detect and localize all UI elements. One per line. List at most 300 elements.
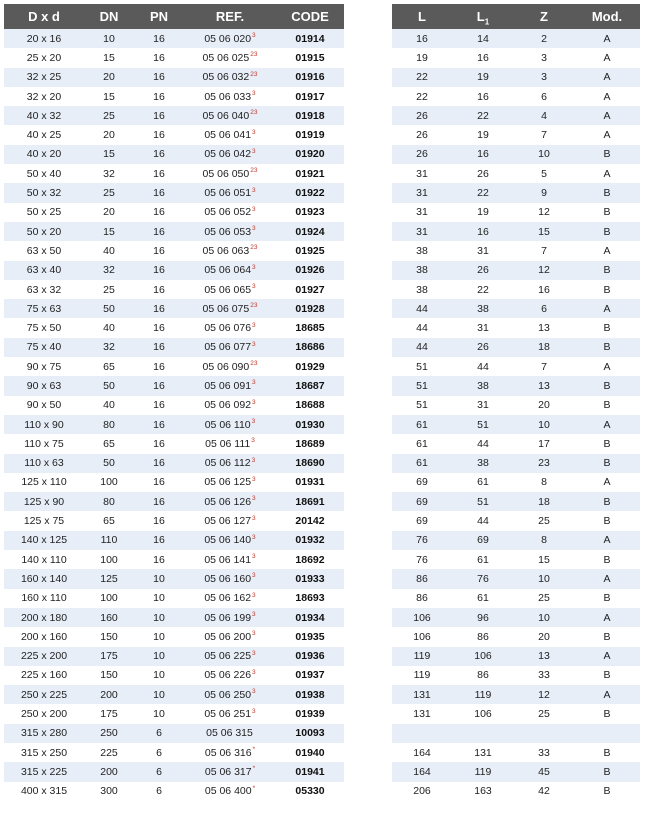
cell-l1: 106 [452, 647, 514, 666]
cell-mod: A [574, 531, 640, 550]
cell-dxd: 110 x 90 [4, 415, 84, 434]
cell-l: 16 [392, 29, 452, 48]
header-l1-sub: 1 [484, 17, 490, 27]
cell-pn: 10 [134, 647, 184, 666]
cell-mod: A [603, 244, 611, 257]
cell-l1: 22 [452, 183, 514, 202]
cell-l1: 31 [477, 244, 489, 257]
ref-note: 23 [250, 302, 258, 310]
cell-mod: B [574, 222, 640, 241]
cell-ref [184, 608, 276, 627]
ref-note: 3 [252, 495, 256, 503]
cell-pn: 16 [153, 476, 165, 489]
table-row [392, 357, 640, 376]
cell-ref [184, 415, 276, 434]
header-l1 [452, 4, 514, 29]
cell-dxd: 63 x 50 [26, 244, 62, 257]
cell-z: 10 [514, 415, 574, 434]
ref-value: 05 06 315 [206, 727, 253, 740]
cell-pn: 6 [134, 724, 184, 743]
cell-dn: 40 [103, 244, 115, 257]
cell-z: 18 [514, 492, 574, 511]
cell-ref [184, 222, 276, 241]
cell-l1: 44 [477, 360, 489, 373]
ref-note: * [252, 746, 256, 754]
cell-dn: 20 [84, 68, 134, 87]
table-row [4, 685, 344, 704]
cell-code: 01937 [295, 669, 325, 682]
cell-dn: 15 [84, 145, 134, 164]
cell-mod: A [603, 90, 611, 103]
cell-code: 05330 [295, 785, 325, 798]
ref-note: * [252, 765, 256, 773]
table-row [392, 125, 640, 144]
cell-l: 51 [416, 399, 428, 412]
ref-note: 3 [252, 128, 256, 136]
cell-l1: 61 [477, 592, 489, 605]
cell-l1: 38 [452, 454, 514, 473]
cell-z: 25 [538, 708, 550, 721]
cell-l: 44 [392, 299, 452, 318]
cell-z: 10 [514, 608, 574, 627]
cell-dn: 160 [84, 608, 134, 627]
cell-pn: 16 [153, 206, 165, 219]
cell-code: 01932 [276, 531, 344, 550]
cell-ref [184, 318, 276, 337]
cell-z: 13 [514, 647, 574, 666]
cell-l1: 19 [477, 206, 489, 219]
cell-dxd: 90 x 75 [26, 360, 62, 373]
cell-dn: 15 [103, 90, 115, 103]
cell-dxd: 75 x 50 [26, 322, 62, 335]
cell-l1: 16 [452, 222, 514, 241]
cell-z: 17 [538, 437, 550, 450]
table-row [4, 318, 344, 337]
cell-dn: 40 [103, 322, 115, 335]
cell-l: 26 [392, 145, 452, 164]
cell-z: 13 [538, 322, 550, 335]
header-l1-base: L [476, 9, 485, 24]
table-row [392, 29, 640, 48]
cell-l: 22 [416, 90, 428, 103]
cell-ref [184, 29, 276, 48]
cell-l1: 51 [452, 492, 514, 511]
table-row [4, 241, 344, 260]
cell-l: 19 [416, 51, 428, 64]
cell-l1: 44 [477, 515, 489, 528]
table-row [4, 299, 344, 318]
cell-l: 164 [413, 746, 431, 759]
cell-dxd: 50 x 32 [4, 183, 84, 202]
cell-z: 9 [514, 183, 574, 202]
ref-note: 3 [252, 668, 256, 676]
cell-ref [184, 241, 276, 260]
ref-note: 3 [251, 456, 256, 464]
table-row [4, 473, 344, 492]
cell-l: 51 [392, 376, 452, 395]
ref-value: 05 06 076 [204, 322, 252, 335]
ref-note: 3 [252, 533, 256, 541]
table-row [4, 376, 344, 395]
cell-code: 01925 [295, 244, 325, 257]
cell-l: 38 [416, 244, 428, 257]
cell-z: 16 [538, 283, 550, 296]
cell-l: 61 [416, 437, 428, 450]
table-row [4, 627, 344, 646]
fittings-table-left [4, 4, 344, 801]
ref-note: 3 [252, 186, 256, 194]
cell-ref [184, 724, 276, 743]
cell-dxd: 140 x 110 [21, 553, 67, 566]
ref-value: 05 06 064 [204, 264, 252, 277]
cell-z: 15 [514, 222, 574, 241]
ref-note: 3 [252, 649, 256, 657]
cell-pn: 6 [156, 746, 162, 759]
ref-value: 05 06 125 [204, 476, 252, 489]
cell-pn: 16 [134, 222, 184, 241]
cell-l: 76 [392, 531, 452, 550]
ref-value: 05 06 127 [204, 515, 252, 528]
cell-dxd: 160 x 110 [21, 592, 67, 605]
table-row [392, 261, 640, 280]
table-row [392, 145, 640, 164]
table-row [4, 589, 344, 608]
left-header-row [4, 4, 344, 29]
ref-value: 05 06 250 [204, 688, 252, 701]
cell-pn: 10 [153, 592, 165, 605]
table-row [4, 550, 344, 569]
ref-note: 3 [252, 205, 256, 213]
table-row [392, 762, 640, 781]
cell-l: 69 [416, 476, 428, 489]
cell-ref [184, 48, 276, 67]
cell-mod: A [603, 167, 611, 180]
cell-z: 4 [514, 106, 574, 125]
cell-l: 76 [416, 553, 428, 566]
right-header-row [392, 4, 640, 29]
ref-note: 3 [252, 379, 256, 387]
cell-l1: 26 [452, 338, 514, 357]
ref-value: 05 06 162 [204, 592, 252, 605]
table-row [4, 29, 344, 48]
table-row [4, 608, 344, 627]
fittings-table-right [392, 4, 640, 801]
cell-dn: 10 [84, 29, 134, 48]
cell-ref [184, 203, 276, 222]
cell-ref [184, 492, 276, 511]
cell-ref [184, 357, 276, 376]
ref-value: 05 06 110 [204, 418, 251, 431]
ref-note: 3 [252, 630, 256, 638]
ref-value: 05 06 160 [204, 572, 252, 585]
cell-z: 15 [538, 553, 550, 566]
cell-l1: 16 [477, 51, 489, 64]
ref-note: 3 [252, 688, 256, 696]
cell-code: 01922 [276, 183, 344, 202]
cell-dn: 15 [103, 51, 115, 64]
ref-value: 05 06 140 [204, 534, 252, 547]
cell-l: 119 [413, 669, 431, 682]
cell-mod: A [603, 129, 611, 142]
cell-code: 10093 [276, 724, 344, 743]
cell-dn: 25 [84, 183, 134, 202]
table-row [4, 396, 344, 415]
ref-value: 05 06 077 [204, 341, 252, 354]
cell-dn: 225 [100, 746, 118, 759]
table-row [4, 183, 344, 202]
table-row [392, 569, 640, 588]
cell-code: 01935 [295, 630, 325, 643]
cell-dxd: 315 x 250 [20, 746, 68, 759]
cell-dxd: 75 x 63 [4, 299, 84, 318]
cell-code: 18686 [276, 338, 344, 357]
cell-pn: 16 [134, 415, 184, 434]
table-row [4, 743, 344, 762]
cell-l: 38 [416, 283, 428, 296]
cell-ref [184, 685, 276, 704]
cell-dn: 300 [100, 785, 118, 798]
cell-l: 69 [392, 492, 452, 511]
cell-mod: A [603, 476, 611, 489]
ref-note: 3 [252, 263, 256, 271]
ref-note: 3 [252, 398, 256, 406]
header-dxd: D x d [4, 4, 84, 29]
cell-l1: 96 [452, 608, 514, 627]
cell-z: 3 [514, 68, 574, 87]
cell-dn: 65 [103, 515, 115, 528]
cell-z: 8 [514, 531, 574, 550]
cell-pn: 16 [153, 437, 165, 450]
table-row [392, 531, 640, 550]
cell-dn: 50 [84, 454, 134, 473]
cell-mod: B [574, 261, 640, 280]
cell-z: 3 [541, 51, 547, 64]
cell-pn: 16 [134, 531, 184, 550]
cell-z: 7 [541, 244, 547, 257]
header-l: L [392, 4, 452, 29]
cell-l1: 44 [477, 437, 489, 450]
cell-code: 01940 [295, 746, 325, 759]
ref-value: 05 06 025 [202, 51, 250, 64]
cell-pn: 10 [134, 685, 184, 704]
ref-note: 3 [252, 611, 256, 619]
table-row [392, 685, 640, 704]
cell-dxd: 50 x 20 [4, 222, 84, 241]
header-code: CODE [276, 4, 344, 29]
table-row [4, 569, 344, 588]
cell-z: 7 [541, 129, 547, 142]
cell-dxd: 200 x 180 [4, 608, 84, 627]
cell-l1: 38 [452, 376, 514, 395]
cell-dn: 15 [84, 222, 134, 241]
cell-ref [184, 569, 276, 588]
cell-code: 18687 [276, 376, 344, 395]
cell-l1: 26 [452, 261, 514, 280]
ref-value: 05 06 251 [204, 708, 252, 721]
ref-note: 23 [250, 109, 258, 117]
table-row [4, 145, 344, 164]
cell-dn: 80 [84, 415, 134, 434]
cell-dxd: 90 x 63 [4, 376, 84, 395]
header-dn: DN [84, 4, 134, 29]
header-pn: PN [134, 4, 184, 29]
cell-z: 2 [514, 29, 574, 48]
cell-z: 10 [514, 569, 574, 588]
cell-code: 01941 [276, 762, 344, 781]
cell-l1: 69 [452, 531, 514, 550]
header-z: Z [514, 4, 574, 29]
table-row [4, 492, 344, 511]
ref-value: 05 06 141 [204, 553, 252, 566]
cell-pn: 10 [153, 669, 165, 682]
cell-l: 131 [392, 685, 452, 704]
cell-pn: 16 [134, 68, 184, 87]
cell-l1: 131 [474, 746, 492, 759]
table-row [4, 222, 344, 241]
cell-dxd: 50 x 25 [26, 206, 62, 219]
cell-ref [184, 261, 276, 280]
table-row [392, 589, 640, 608]
table-row [4, 280, 344, 299]
header-ref: REF. [184, 4, 276, 29]
cell-code: 01933 [276, 569, 344, 588]
cell-pn: 10 [134, 608, 184, 627]
cell-dn: 20 [103, 129, 115, 142]
cell-dn: 25 [103, 283, 115, 296]
cell-l1: 86 [477, 630, 489, 643]
cell-ref [184, 183, 276, 202]
cell-l: 206 [413, 785, 431, 798]
cell-l: 119 [392, 647, 452, 666]
cell-z: 45 [514, 762, 574, 781]
cell-pn: 16 [153, 553, 165, 566]
cell-mod: A [574, 68, 640, 87]
ref-note: * [252, 784, 256, 792]
cell-ref [184, 511, 276, 530]
cell-dxd: 40 x 32 [4, 106, 84, 125]
cell-code: 01930 [276, 415, 344, 434]
cell-mod: B [603, 746, 611, 759]
cell-code: 01920 [276, 145, 344, 164]
cell-pn: 6 [156, 785, 162, 798]
cell-ref [184, 473, 276, 492]
table-row [392, 647, 640, 666]
cell-l1: 31 [477, 399, 489, 412]
cell-l: 86 [416, 592, 428, 605]
cell-mod [574, 724, 640, 743]
ref-value: 05 06 053 [204, 225, 252, 238]
cell-l1: 106 [474, 708, 492, 721]
cell-mod: A [603, 51, 611, 64]
cell-dn: 80 [84, 492, 134, 511]
cell-mod: B [603, 669, 611, 682]
cell-dxd: 250 x 200 [20, 708, 68, 721]
cell-pn: 16 [134, 338, 184, 357]
cell-code: 18692 [295, 553, 325, 566]
cell-ref [184, 704, 276, 723]
cell-dxd: 125 x 75 [23, 515, 65, 528]
cell-code: 01924 [276, 222, 344, 241]
cell-ref [184, 531, 276, 550]
cell-l1: 61 [477, 553, 489, 566]
cell-z: 5 [541, 167, 547, 180]
table-row [4, 666, 344, 685]
cell-mod: B [574, 454, 640, 473]
cell-mod: B [603, 399, 611, 412]
table-row [4, 164, 344, 183]
cell-pn: 16 [134, 29, 184, 48]
ref-note: 3 [252, 340, 256, 348]
cell-l: 106 [413, 630, 431, 643]
cell-l: 44 [416, 322, 428, 335]
ref-value: 05 06 033 [204, 90, 252, 103]
ref-note: 23 [250, 51, 258, 59]
cell-pn: 16 [134, 299, 184, 318]
table-row [392, 241, 640, 260]
table-row [392, 338, 640, 357]
table-row [392, 222, 640, 241]
cell-l: 26 [392, 106, 452, 125]
cell-ref [184, 434, 276, 453]
cell-dxd: 110 x 63 [4, 454, 84, 473]
cell-dxd: 225 x 200 [4, 647, 84, 666]
cell-l1 [452, 724, 514, 743]
table-row [392, 550, 640, 569]
cell-mod: A [574, 647, 640, 666]
cell-mod: B [603, 630, 611, 643]
cell-l: 61 [392, 415, 452, 434]
ref-value: 05 06 040 [202, 109, 250, 122]
table-row [392, 608, 640, 627]
cell-pn: 16 [153, 244, 165, 257]
cell-mod: B [574, 762, 640, 781]
header-mod: Mod. [574, 4, 640, 29]
cell-dxd: 32 x 20 [26, 90, 62, 103]
cell-l: 164 [392, 762, 452, 781]
cell-z: 33 [538, 669, 550, 682]
cell-dn: 250 [84, 724, 134, 743]
cell-code: 18688 [295, 399, 325, 412]
cell-l1: 19 [452, 68, 514, 87]
cell-dn: 65 [103, 360, 115, 373]
cell-ref [184, 125, 276, 144]
table-row [392, 454, 640, 473]
cell-mod: A [574, 29, 640, 48]
cell-ref [184, 87, 276, 106]
cell-ref [184, 299, 276, 318]
cell-mod: B [603, 206, 611, 219]
ref-value: 05 06 050 [202, 167, 250, 180]
cell-dxd: 50 x 40 [26, 167, 62, 180]
cell-l1: 119 [452, 762, 514, 781]
ref-value: 05 06 052 [204, 206, 252, 219]
ref-note: 3 [252, 283, 256, 290]
table-row [4, 511, 344, 530]
cell-mod: B [574, 376, 640, 395]
cell-l: 106 [392, 608, 452, 627]
cell-pn: 6 [134, 762, 184, 781]
cell-pn: 10 [153, 630, 165, 643]
table-row [4, 68, 344, 87]
cell-mod: A [574, 685, 640, 704]
cell-mod: B [574, 338, 640, 357]
table-row [4, 782, 344, 801]
cell-code: 01916 [276, 68, 344, 87]
table-row [4, 762, 344, 781]
cell-dxd: 315 x 225 [4, 762, 84, 781]
table-row [392, 164, 640, 183]
cell-dn: 32 [84, 338, 134, 357]
